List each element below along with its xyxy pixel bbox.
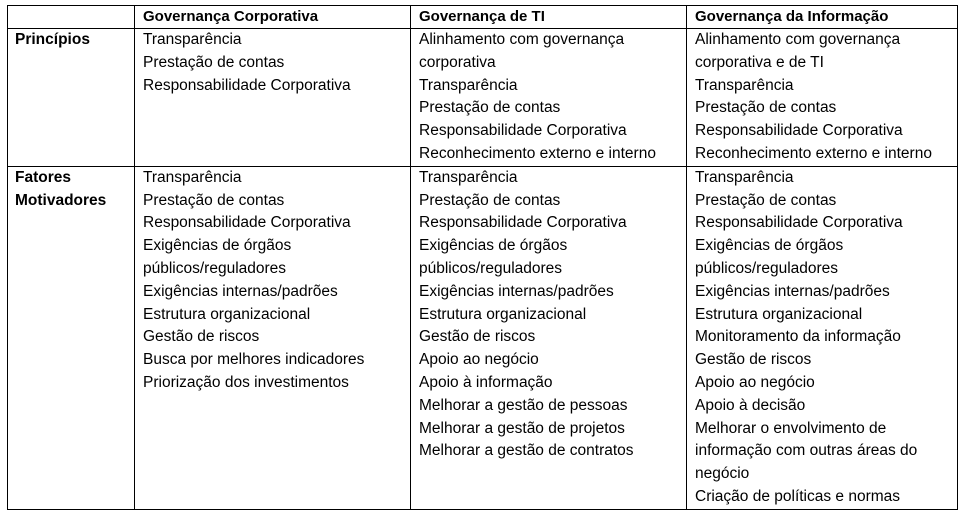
cell-line: negócio: [695, 465, 750, 483]
cell-line: Apoio à informação: [419, 373, 553, 391]
header-corner-cell: [8, 6, 135, 29]
cell-line: Prestação de contas: [695, 191, 837, 209]
cell-line: Monitoramento da informação: [695, 328, 901, 346]
cell-principles-information-governance: [687, 29, 958, 167]
cell-motivating-factors-corporate-governance: [135, 166, 411, 509]
cell-line: Prestação de contas: [419, 99, 561, 117]
cell-line: Transparência: [419, 76, 518, 94]
cell-line: Transparência: [695, 76, 794, 94]
cell-line: Reconhecimento externo e interno: [695, 144, 932, 162]
cell-line: Exigências de órgãos: [695, 237, 844, 255]
cell-line: públicos/reguladores: [695, 259, 839, 277]
cell-line: Exigências de órgãos: [143, 237, 292, 255]
cell-line: Exigências internas/padrões: [419, 282, 614, 300]
cell-line: informação com outras áreas do: [695, 442, 918, 460]
cell-line: Gestão de riscos: [695, 351, 812, 369]
cell-motivating-factors-information-governance: [687, 166, 958, 509]
header-information-governance: Governança da Informação: [687, 6, 958, 29]
cell-line: Exigências internas/padrões: [143, 282, 338, 300]
cell-line: Melhorar a gestão de pessoas: [419, 396, 628, 414]
cell-line: Prestação de contas: [695, 99, 837, 117]
row-header-principles: [8, 29, 135, 167]
cell-line: Responsabilidade Corporativa: [143, 76, 351, 94]
cell-line: Estrutura organizacional: [695, 305, 863, 323]
cell-line: Reconhecimento externo e interno: [419, 144, 656, 162]
row-header-line: Fatores: [15, 168, 71, 186]
cell-line: públicos/reguladores: [419, 259, 563, 277]
cell-line: Apoio à decisão: [695, 396, 806, 414]
cell-line: Alinhamento com governança: [695, 31, 901, 48]
cell-principles-corporate-governance: [135, 29, 411, 167]
governance-comparison-table: [7, 5, 958, 510]
cell-line: Apoio ao negócio: [419, 351, 539, 369]
cell-principles-it-governance: [411, 29, 687, 167]
cell-line: Transparência: [419, 168, 518, 186]
cell-line: Prestação de contas: [419, 191, 561, 209]
row-header-motivating-factors: [8, 166, 135, 509]
cell-line: públicos/reguladores: [143, 259, 287, 277]
cell-line: Criação de políticas e normas: [695, 487, 901, 505]
cell-line: Responsabilidade Corporativa: [419, 122, 627, 140]
cell-line: Exigências de órgãos: [419, 237, 568, 255]
cell-line: Priorização dos investimentos: [143, 373, 349, 391]
cell-line: corporativa e de TI: [695, 53, 824, 71]
header-corporate-governance: Governança Corporativa: [135, 6, 411, 29]
cell-line: Gestão de riscos: [143, 328, 260, 346]
cell-line: Transparência: [695, 168, 794, 186]
cell-line: Estrutura organizacional: [419, 305, 587, 323]
row-header-line: Princípios: [15, 31, 90, 48]
cell-line: Responsabilidade Corporativa: [695, 214, 903, 232]
table-row-principles: [8, 29, 958, 167]
cell-line: Melhorar a gestão de projetos: [419, 419, 625, 437]
cell-line: Transparência: [143, 31, 242, 48]
cell-line: Responsabilidade Corporativa: [143, 214, 351, 232]
table-row-motivating-factors: [8, 166, 958, 509]
cell-line: Prestação de contas: [143, 53, 285, 71]
cell-line: Gestão de riscos: [419, 328, 536, 346]
cell-line: Melhorar o envolvimento de: [695, 419, 887, 437]
cell-line: Melhorar a gestão de contratos: [419, 442, 634, 460]
table-header-row: [8, 6, 958, 29]
cell-line: Apoio ao negócio: [695, 373, 815, 391]
cell-line: Prestação de contas: [143, 191, 285, 209]
row-header-line: Motivadores: [15, 191, 107, 209]
cell-line: corporativa: [419, 53, 496, 71]
cell-line: Estrutura organizacional: [143, 305, 311, 323]
cell-motivating-factors-it-governance: [411, 166, 687, 509]
cell-line: Alinhamento com governança: [419, 31, 625, 48]
header-it-governance: Governança de TI: [411, 6, 687, 29]
cell-line: Responsabilidade Corporativa: [695, 122, 903, 140]
cell-line: Transparência: [143, 168, 242, 186]
cell-line: Responsabilidade Corporativa: [419, 214, 627, 232]
cell-line: Exigências internas/padrões: [695, 282, 890, 300]
cell-line: Busca por melhores indicadores: [143, 351, 365, 369]
